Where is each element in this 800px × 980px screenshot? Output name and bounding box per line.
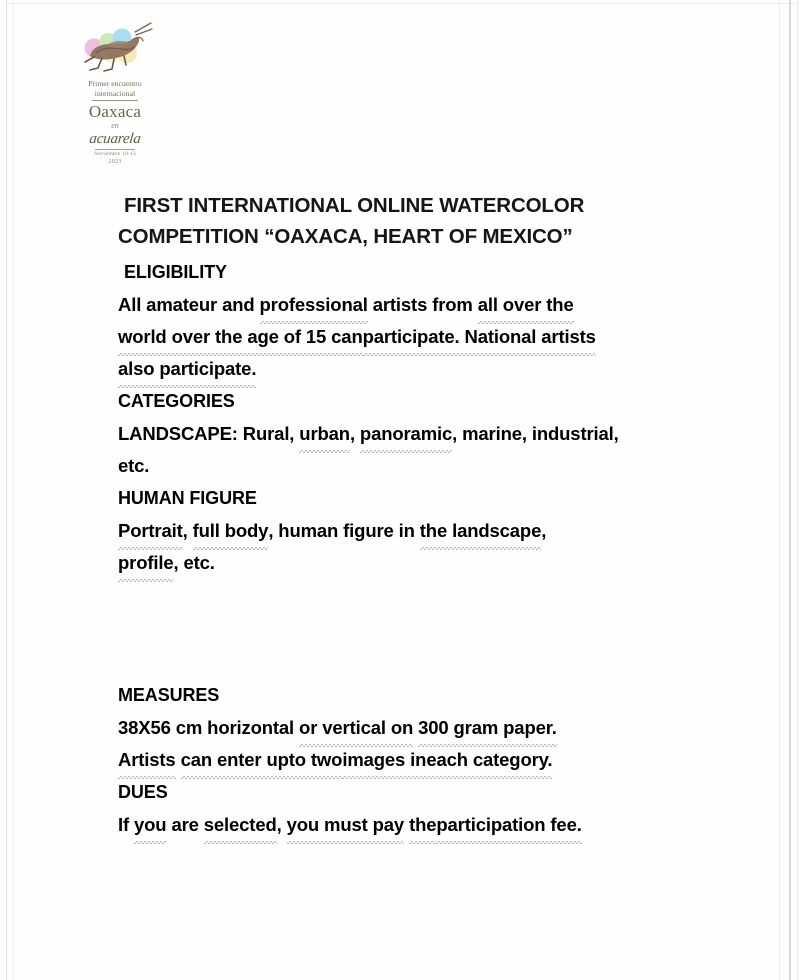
spellcheck-underlined-text: 300 gram paper. xyxy=(418,712,557,744)
grasshopper-watercolor-illustration-icon xyxy=(72,18,158,78)
paragraph-text: , xyxy=(276,814,287,835)
spellcheck-underlined-text: also participate. xyxy=(118,353,256,385)
paragraph-text: All amateur and xyxy=(118,294,260,315)
spellcheck-underlined-text: all over the xyxy=(478,289,574,321)
section-paragraph-line xyxy=(0,353,800,385)
paragraph-text: , xyxy=(182,520,193,541)
section-heading: CATEGORIES xyxy=(118,391,235,411)
section-paragraph-line xyxy=(0,515,800,547)
section-paragraph-line xyxy=(0,744,800,776)
spellcheck-underlined-text: professional xyxy=(260,289,368,321)
paragraph-text: , human figure in xyxy=(268,520,420,541)
spellcheck-underlined-text: Portrait xyxy=(118,515,183,547)
page-title-line-2: COMPETITION “OAXACA, HEART OF MEXICO” xyxy=(118,225,573,248)
spellcheck-underlined-text: participation fee. xyxy=(436,809,581,841)
spellcheck-underlined-text: urban xyxy=(299,418,350,450)
spellcheck-underlined-text: selected xyxy=(204,809,277,841)
logo-divider-bottom xyxy=(95,149,135,150)
spellcheck-underlined-text: images in xyxy=(342,744,426,776)
document-content xyxy=(0,190,800,845)
paragraph-text: LANDSCAPE: Rural, xyxy=(118,423,300,444)
section-heading: HUMAN FIGURE xyxy=(118,488,257,508)
logo-script-word: acuarela xyxy=(88,131,142,147)
paragraph-text: , xyxy=(349,423,360,444)
section-paragraph-line xyxy=(0,712,800,744)
spellcheck-underlined-text: you must pay xyxy=(287,809,404,841)
spellcheck-underlined-text: panoramic xyxy=(360,418,452,450)
section-paragraph-line xyxy=(0,809,800,841)
page-title xyxy=(0,190,800,252)
spellcheck-underlined-text: each category. xyxy=(426,744,552,776)
logo-event-date: Noviembre 10-13 xyxy=(94,151,136,157)
section-paragraph-line xyxy=(0,547,800,579)
spellcheck-underlined-text: can enter up xyxy=(181,744,289,776)
page-title-line-1: FIRST INTERNATIONAL ONLINE WATERCOLOR xyxy=(124,194,585,217)
section-paragraph-line xyxy=(0,418,800,450)
spellcheck-underlined-text: full body xyxy=(193,515,269,547)
vertical-spacer xyxy=(0,583,800,683)
logo-wordmark: Oaxaca xyxy=(88,102,142,121)
page-top-border xyxy=(6,3,798,4)
paragraph-text: If xyxy=(118,814,134,835)
paragraph-text: , xyxy=(541,520,547,541)
spellcheck-underlined-text: the xyxy=(409,809,436,841)
spellcheck-underlined-text: the landscape xyxy=(420,515,541,547)
spellcheck-underlined-text: profile xyxy=(118,547,173,579)
spellcheck-underlined-text: or vertical on xyxy=(299,712,413,744)
event-logo xyxy=(72,18,158,166)
spellcheck-underlined-text: Artists xyxy=(118,744,176,776)
section-paragraph-line xyxy=(0,321,800,353)
spellcheck-underlined-text: world over the age of 15 can xyxy=(118,321,363,353)
logo-tagline-line1: Primer encuentro xyxy=(88,79,142,88)
paragraph-text: , marine, industrial, xyxy=(452,423,619,444)
section-paragraph-line xyxy=(0,450,800,482)
document-sections xyxy=(0,260,800,845)
section-heading: ELIGIBILITY xyxy=(124,262,227,282)
logo-event-year: 2023 xyxy=(108,159,122,165)
spellcheck-underlined-text: you xyxy=(134,809,166,841)
logo-tagline-line2: internacional xyxy=(94,89,136,98)
paragraph-text: , etc. xyxy=(173,552,215,573)
spellcheck-underlined-text: participate. National artists xyxy=(363,321,596,353)
logo-connector: en xyxy=(111,121,119,130)
section-paragraph-line xyxy=(0,289,800,321)
section-heading: MEASURES xyxy=(118,685,220,705)
paragraph-text: etc. xyxy=(118,455,150,476)
paragraph-text: 38X56 cm horizontal xyxy=(118,717,300,738)
paragraph-text: artists from xyxy=(367,294,478,315)
spellcheck-underlined-text: to two xyxy=(289,744,343,776)
section-heading: DUES xyxy=(118,782,168,802)
paragraph-text: are xyxy=(166,814,204,835)
logo-divider-top xyxy=(92,100,138,101)
